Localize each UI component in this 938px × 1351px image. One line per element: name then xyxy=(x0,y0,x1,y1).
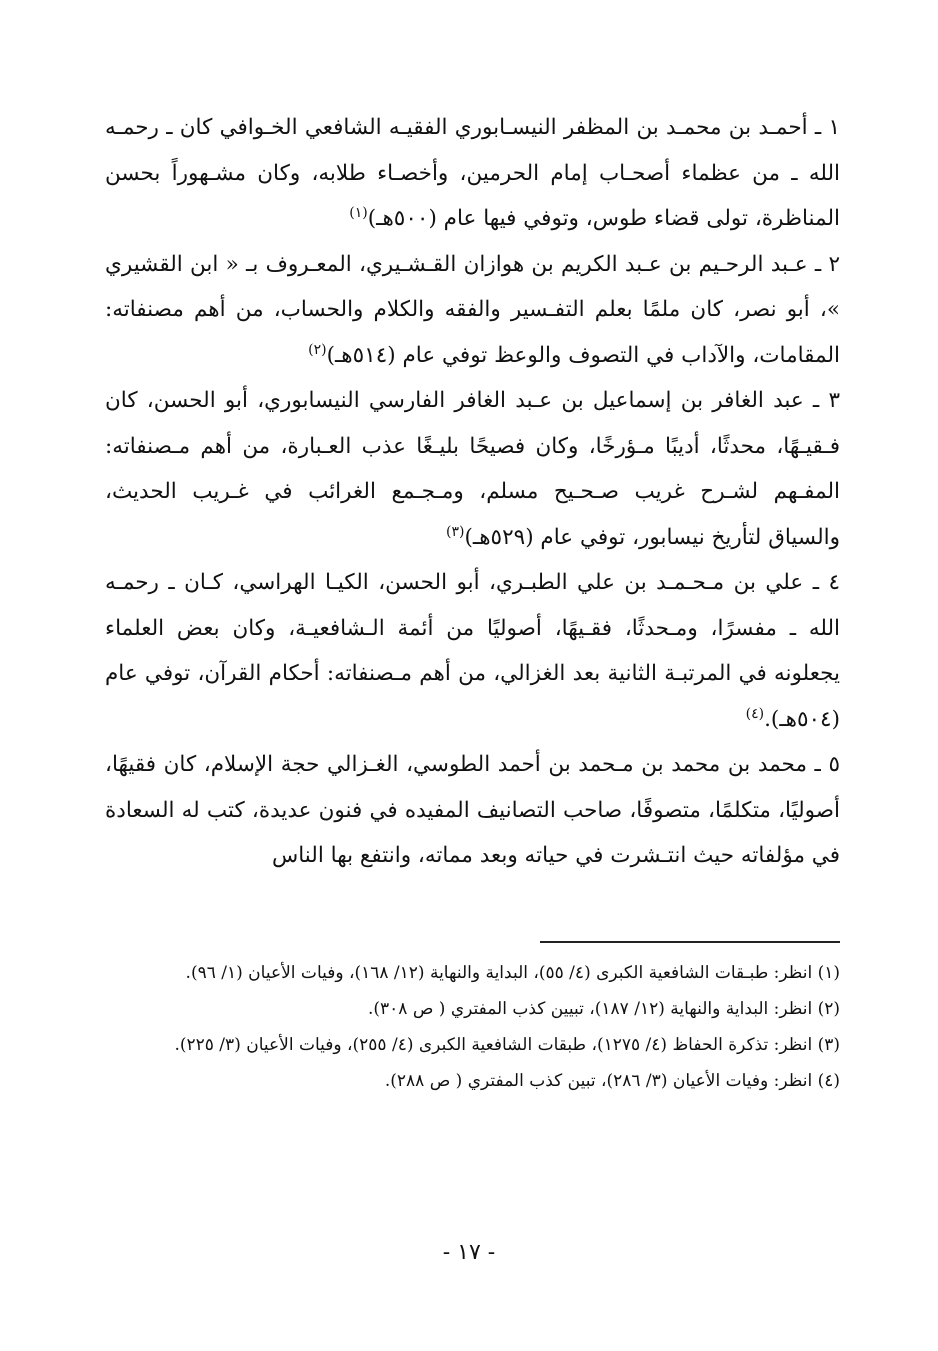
footnotes xyxy=(105,955,840,1099)
footnote-ref-3[interactable]: (٣) xyxy=(446,523,465,540)
paragraph-2: ٢ ـ عـبد الرحـيم بن عـبد الكريم بن هوازان القـشـيري، المعـروف بـ « ابن القشيري »، أبو نصر، كان ملمًا بعلم التفـسير والفقه والكلام والحساب، من أهم مصنفاته: المقامات، والآداب في التصوف والوعظ توفي عام (٥١٤هـ)$^{(٢)}$ xyxy=(105,251,840,368)
footnote-3: (٣) انظر: تذكرة الحفاظ (٤/ ١٢٧٥)، طبقات الشافعية الكبرى (٤/ ٢٥٥)، وفيات الأعيان (٣/ ٢٢٥). xyxy=(174,1035,840,1055)
footnote-2: (٢) انظر: البداية والنهاية (١٢/ ١٨٧)، تبيين كذب المفتري ( ص ٣٠٨). xyxy=(367,999,840,1019)
footnote-ref-2[interactable]: (٢) xyxy=(308,341,327,358)
paragraph-1: ١ ـ أحمـد بن محمـد بن المظفر النيسـابوري الفقيـه الشافعي الخـوافي كان ـ رحمـه الله ـ من عظماء أصحـاب إمام الحرمين، وأخصـاء طلابه، وكان مشـهوراً بحسن المناظرة، تولى قضاء طوس، وتوفي فيها عام (٥٠٠هـ)$^{(١)}$ xyxy=(105,115,840,231)
page-number: - ١٧ - xyxy=(442,1240,496,1265)
footnote-ref-1[interactable]: (١) xyxy=(349,204,368,221)
footnote-1: (١) انظر: طبـقات الشافعية الكبرى (٤/ ٥٥)، البداية والنهاية (١٢/ ١٦٨)، وفيات الأعيان (١/ ٩٦). xyxy=(185,963,840,983)
main-text xyxy=(105,105,840,879)
paragraph-4: ٤ ـ علي بن مـحـمـد بن علي الطبـري، أبو الحسن، الكيـا الهراسي، كـان ـ رحمـه الله ـ مفسرًا، ومـحدثًا، فقـيهًا، أصوليًا من أئمة الـشافعيـة، وكان بعض العلماء يجعلونه في المرتبـة الثانية بعد الغزالي، من أهم مـصنفاته: أحكام القرآن، توفي عام (٥٠٤هـ).$^{(٤)}$ xyxy=(105,570,840,732)
footnote-ref-4[interactable]: (٤) xyxy=(745,705,765,722)
footnote-4: (٤) انظر: وفيات الأعيان (٣/ ٢٨٦)، تبين كذب المفتري ( ص ٢٨٨). xyxy=(384,1071,840,1091)
paragraph-3: ٣ ـ عبد الغافر بن إسماعيل بن عـبد الغافر الفارسي النيسابوري، أبو الحسن، كان فـقيـهًا، محدثًا، أديبًا مـؤرخًا، وكان فصيحًا بليـغًا عذب العـبارة، من أهم مـصنفاته: المفـهم لشـرح غريب صـحـيح مسلم، ومـجـمع الغرائب في غـريب الحديث، والسياق لتأريخ نيسابور، توفي عام (٥٢٩هـ)$^{(٣)}$ xyxy=(105,388,840,550)
footnote-separator xyxy=(540,941,840,943)
paragraph-5: ٥ ـ محمد بن محمد بن مـحمد بن أحمد الطوسي، الغـزالي حجة الإسلام، كان فقيهًا، أصوليًا، متكلمًا، متصوفًا، صاحب التصانيف المفيده في فنون عديدة، كتب له السعادة في مؤلفاته حيث انتـشرت في حياته وبعد مماته، وانتفع بها الناس xyxy=(105,752,840,868)
